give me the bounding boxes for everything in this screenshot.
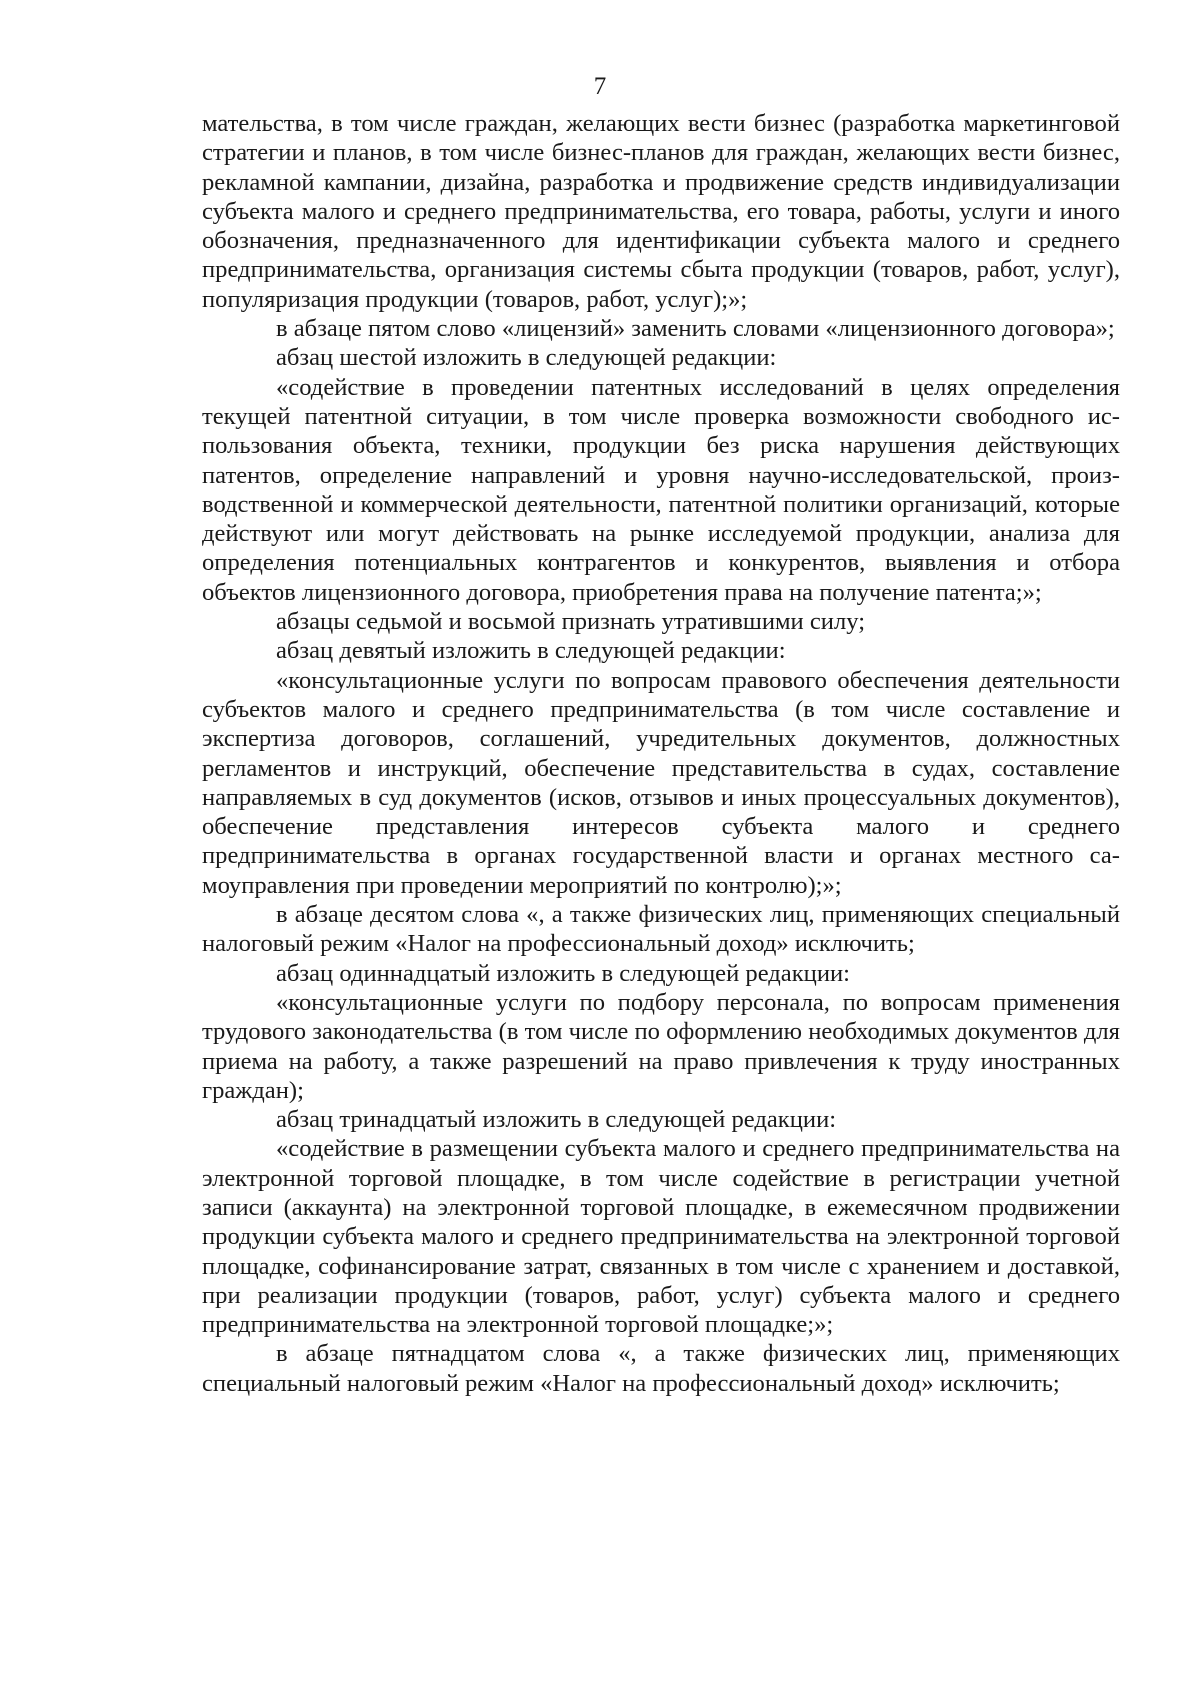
paragraph: в абзаце пятнадцатом слова «, а также физических лиц, применяющих специальный налоговый режим «Налог на профессиональный доход» исключить; [202,1340,1120,1397]
paragraph: абзац девятый изложить в следующей редакции: [276,637,786,665]
paragraph: мательства, в том числе граждан, желающих вести бизнес (разработка маркетинговой стратегии и планов, в том числе бизнес-планов для граждан, желающих вести бизнес, рекламной кампании, дизайна, разработка и продвижение средств индивидуализации субъекта малого и среднего предпринимательства, его товара, работы, услуги и иного обозначения, предназначенного для идентификации субъекта малого и среднего предпринимательства, организация системы сбыта продукции (товаров, работ, услуг), популяризация продукции (товаров, работ, услуг);»; [202,110,1120,313]
paragraph: «консультационные услуги по вопросам правового обеспечения деятельности субъектов малого и среднего предпринимательства (в том числе составление и экспертиза договоров, соглашений, учредительных документов, должностных регламентов и инструкций, обеспечение представительства в судах, составление направляемых в суд документов (исков, отзывов и иных процессуальных документов), обеспечение представления интересов субъекта малого и среднего предпринимательства в органах государственной власти и органах местного самоуправления при проведении мероприятий по контролю);»; [202,666,1120,899]
paragraph: абзац шестой изложить в следующей редакции: [276,344,777,372]
paragraph: в абзаце пятом слово «лицензий» заменить словами «лицензионного договора»; [276,315,1115,343]
paragraph: «консультационные услуги по подбору персонала, по вопросам применения трудового законодательства (в том числе по оформлению необходимых документов для приема на работу, а также разрешений на право привлечения к труду иностранных граждан); [202,988,1120,1104]
page-number: 7 [593,73,607,100]
paragraph: абзацы седьмой и восьмой признать утратившими силу; [276,608,866,636]
paragraph: абзац тринадцатый изложить в следующей редакции: [276,1106,837,1134]
paragraph: в абзаце десятом слова «, а также физических лиц, применяющих специальный налоговый режим «Налог на профессиональный доход» исключить; [202,901,1120,958]
document-body [202,109,1120,1398]
paragraph: «содействие в проведении патентных исследований в целях определения текущей патентной ситуации, в том числе проверка возможности свободного использования объекта, техники, продукции без риска нарушения действующих патентов, определение направлений и уровня научно-исследовательской, производственной и коммерческой деятельности, патентной политики организаций, которые действуют или могут действовать на рынке исследуемой продукции, анализа для определения потенциальных контрагентов и конкурентов, выявления и отбора объектов лицензионного договора, приобретения права на получение патента;»; [202,373,1120,606]
paragraph: «содействие в размещении субъекта малого и среднего предпринимательства на электронной торговой площадке, в том числе содействие в регистрации учетной записи (аккаунта) на электронной торговой площадке, в ежемесячном продвижении продукции субъекта малого и среднего предпринимательства на электронной торговой площадке, софинансирование затрат, связанных в том числе с хранением и доставкой, при реализации продукции (товаров, работ, услуг) субъекта малого и среднего предпринимательства на электронной торговой площадке;»; [202,1135,1120,1339]
paragraph: абзац одиннадцатый изложить в следующей редакции: [276,959,850,987]
